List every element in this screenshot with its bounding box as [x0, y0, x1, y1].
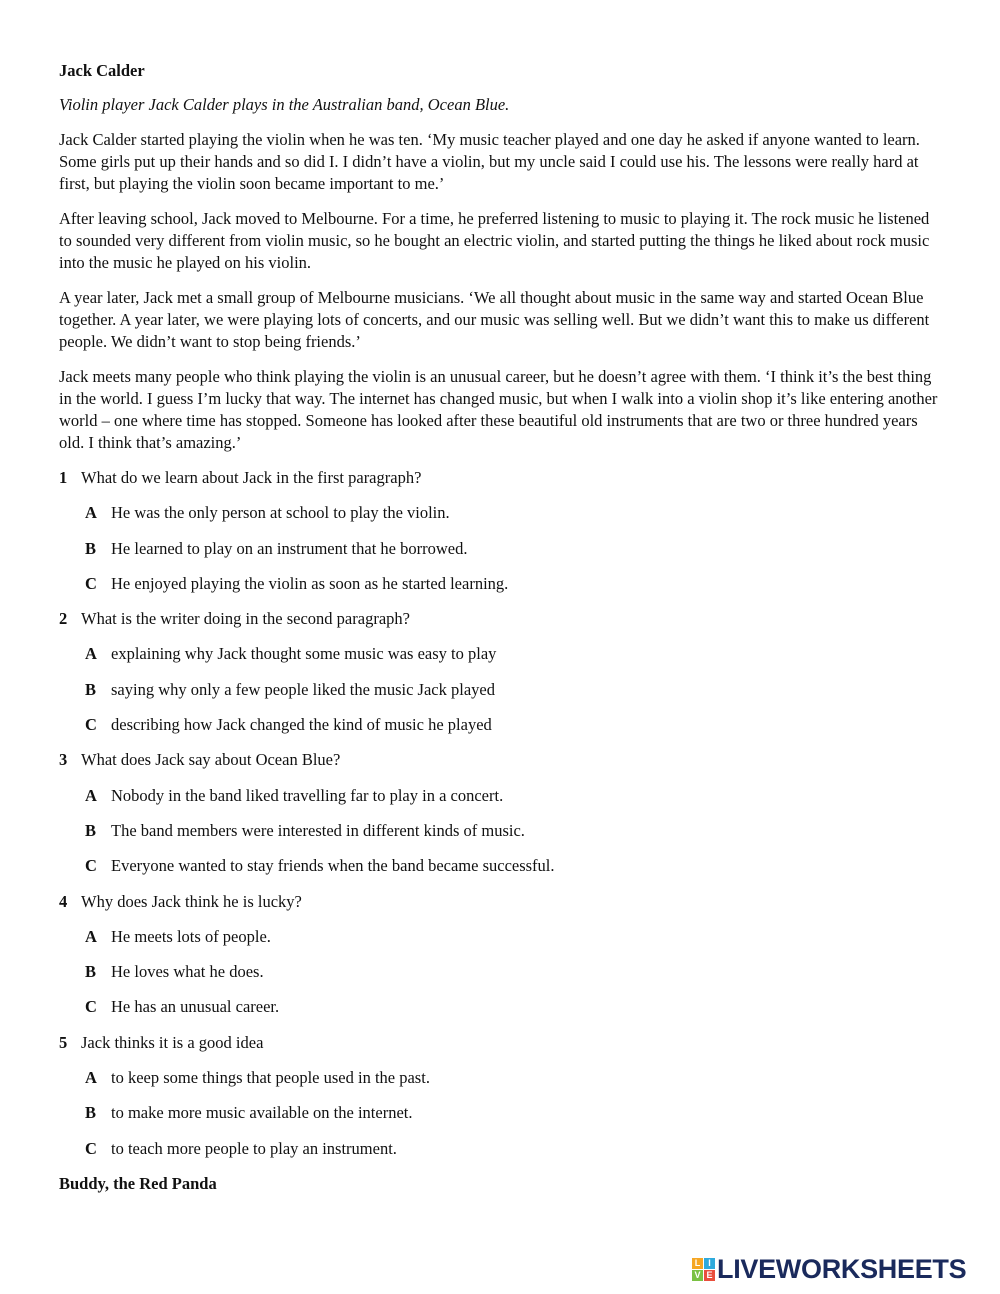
- option-letter: C: [85, 856, 97, 876]
- question-3-option-c[interactable]: [85, 855, 944, 877]
- option-letter: B: [85, 679, 97, 699]
- option-letter: A: [85, 503, 97, 523]
- logo-block: E: [704, 1270, 715, 1281]
- question-4-option-a[interactable]: [85, 926, 944, 948]
- option-text: to make more music available on the internet.: [111, 1103, 413, 1123]
- question-list: [59, 467, 944, 1160]
- question-1-option-b[interactable]: [85, 538, 944, 560]
- logo-text: LIVEWORKSHEETS: [717, 1254, 967, 1284]
- option-text: describing how Jack changed the kind of music he played: [111, 715, 492, 735]
- option-letter: B: [85, 1103, 97, 1123]
- question-text: Jack thinks it is a good idea: [81, 1032, 264, 1052]
- question-3: [59, 749, 944, 771]
- option-letter: B: [85, 820, 97, 840]
- question-3-option-b[interactable]: [85, 820, 944, 842]
- article-title: Jack Calder: [59, 61, 145, 80]
- option-text: Everyone wanted to stay friends when the band became successful.: [111, 856, 555, 876]
- article-subtitle: Violin player Jack Calder plays in the Australian band, Ocean Blue.: [59, 95, 510, 114]
- option-text: to teach more people to play an instrument.: [111, 1138, 397, 1158]
- option-letter: C: [85, 1138, 97, 1158]
- question-5-option-a[interactable]: [85, 1067, 944, 1089]
- article-paragraph-3: A year later, Jack met a small group of Melbourne musicians. ‘We all thought about music in the same way and started Ocean Blue together. A year later, we were playing lots of concerts, and our music was selling well. But we didn’t want this to make us different people. We didn’t want to stop being friends.’: [59, 288, 930, 351]
- option-text: to keep some things that people used in the past.: [111, 1068, 430, 1088]
- question-1-option-a[interactable]: [85, 502, 944, 524]
- option-letter: A: [85, 644, 97, 664]
- question-3-option-a[interactable]: [85, 785, 944, 807]
- option-letter: C: [85, 573, 97, 593]
- option-letter: B: [85, 538, 97, 558]
- question-4: [59, 891, 944, 913]
- option-text: He learned to play on an instrument that he borrowed.: [111, 538, 468, 558]
- next-section-title: Buddy, the Red Panda: [59, 1173, 217, 1193]
- question-number: 1: [59, 468, 68, 487]
- option-text: He has an unusual career.: [111, 997, 280, 1017]
- logo-block: L: [692, 1258, 703, 1269]
- question-text: What does Jack say about Ocean Blue?: [81, 750, 341, 770]
- question-5-option-c[interactable]: [85, 1138, 944, 1160]
- question-4-option-b[interactable]: [85, 961, 944, 983]
- question-5: [59, 1032, 944, 1054]
- option-text: Nobody in the band liked travelling far to play in a concert.: [111, 785, 504, 805]
- option-letter: C: [85, 997, 97, 1017]
- option-text: explaining why Jack thought some music was easy to play: [111, 644, 497, 664]
- question-4-option-c[interactable]: [85, 996, 944, 1018]
- option-text: He enjoyed playing the violin as soon as he started learning.: [111, 573, 509, 593]
- option-text: The band members were interested in different kinds of music.: [111, 820, 525, 840]
- question-number: 5: [59, 1032, 68, 1052]
- question-1: [59, 467, 944, 489]
- article-paragraph-2: After leaving school, Jack moved to Melbourne. For a time, he preferred listening to music to playing it. The rock music he listened to sounded very different from violin music, so he bought an electric violin, and started putting the things he liked about rock music into the music he played on his violin.: [59, 209, 930, 272]
- question-2-option-b[interactable]: [85, 679, 944, 701]
- question-1-option-c[interactable]: [85, 573, 944, 595]
- question-text: Why does Jack think he is lucky?: [81, 891, 302, 911]
- question-number: 2: [59, 609, 68, 629]
- article-paragraph-1: Jack Calder started playing the violin when he was ten. ‘My music teacher played and one day he asked if anyone wanted to learn. Some girls put up their hands and so did I. I didn’t have a violin, but my uncle said I could use his. The lessons were really hard at first, but playing the violin soon became important to me.’: [59, 130, 920, 193]
- article-paragraph-4: Jack meets many people who think playing the violin is an unusual career, but he doesn’t agree with them. ‘I think it’s the best thing in the world. I guess I’m lucky that way. The internet has changed music, but when I walk into a violin shop it’s like entering another world – one where time has stopped. Someone has looked after these beautiful old instruments that are two or three hundred years old. I think that’s amazing.’: [59, 367, 938, 452]
- question-2-option-a[interactable]: [85, 643, 944, 665]
- logo-block: V: [692, 1270, 703, 1281]
- question-text: What do we learn about Jack in the first paragraph?: [81, 468, 422, 487]
- question-number: 4: [59, 891, 68, 911]
- option-text: He meets lots of people.: [111, 926, 271, 946]
- liveworksheets-logo: [692, 1254, 966, 1284]
- worksheet-page: [59, 60, 944, 1195]
- option-letter: A: [85, 785, 97, 805]
- option-text: saying why only a few people liked the music Jack played: [111, 679, 495, 699]
- question-5-option-b[interactable]: [85, 1102, 944, 1124]
- question-2-option-c[interactable]: [85, 714, 944, 736]
- logo-blocks-icon: [692, 1258, 715, 1281]
- option-letter: C: [85, 715, 97, 735]
- option-letter: A: [85, 1068, 97, 1088]
- option-letter: B: [85, 962, 97, 982]
- option-text: He was the only person at school to play the violin.: [111, 503, 450, 523]
- logo-block: I: [704, 1258, 715, 1269]
- question-text: What is the writer doing in the second paragraph?: [81, 609, 410, 629]
- option-text: He loves what he does.: [111, 962, 264, 982]
- option-letter: A: [85, 926, 97, 946]
- question-2: [59, 608, 944, 630]
- question-number: 3: [59, 750, 68, 770]
